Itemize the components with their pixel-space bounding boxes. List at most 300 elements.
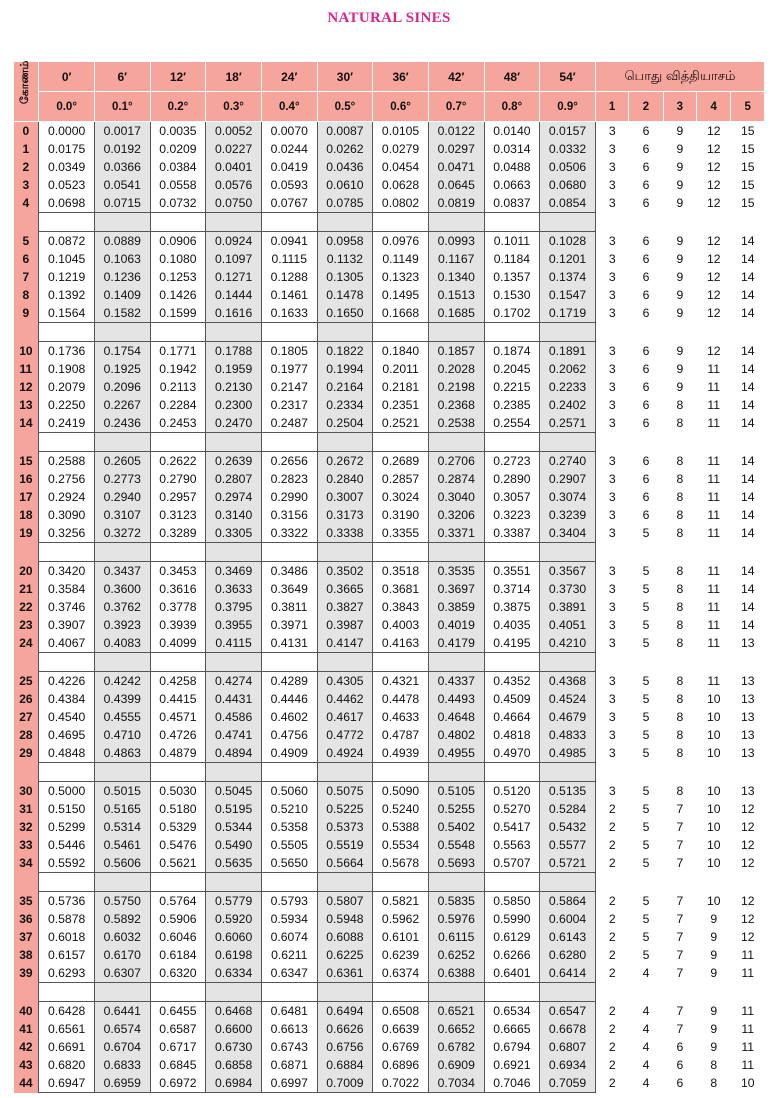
difference-cell: 8 — [710, 1076, 718, 1091]
sine-value-cell: 0.0175 — [39, 140, 95, 158]
difference-cell: 6 — [642, 362, 650, 376]
sine-value-cell: 0.6388 — [428, 964, 484, 983]
sine-value-cell: 0.6997 — [261, 1074, 317, 1093]
spacer-cell — [595, 983, 628, 1002]
spacer-cell — [14, 433, 39, 452]
sine-value-cell: 0.0209 — [150, 140, 206, 158]
difference-cell: 3 — [608, 472, 616, 486]
sine-value-cell: 0.4833 — [540, 726, 596, 744]
sine-value-cell: 0.4051 — [540, 616, 596, 634]
sine-value-cell: 0.5821 — [373, 892, 429, 911]
sine-value-cell: 0.0872 — [39, 232, 95, 251]
spacer-cell — [663, 763, 696, 782]
spacer-cell — [317, 213, 373, 232]
difference-cell: 9 — [710, 912, 718, 926]
spacer-cell — [373, 323, 429, 342]
difference-cell: 4 — [642, 1040, 650, 1054]
sine-value-cell: 0.1650 — [317, 304, 373, 323]
difference-cell: 9 — [676, 124, 684, 138]
difference-cell: 12 — [740, 802, 755, 816]
difference-cell: 12 — [706, 160, 721, 174]
spacer-cell — [595, 323, 628, 342]
difference-cell: 4 — [642, 1058, 650, 1072]
decimal-header: 0.4° — [261, 92, 317, 122]
table-row — [14, 452, 765, 471]
sine-value-cell: 0.3714 — [484, 580, 540, 598]
sine-value-cell: 0.4003 — [373, 616, 429, 634]
sine-value-cell: 0.4710 — [94, 726, 150, 744]
spacer-cell — [484, 763, 540, 782]
sine-value-cell: 0.1513 — [428, 286, 484, 304]
difference-cell: 5 — [642, 838, 650, 852]
common-difference-header: பொது வித்தியாசம் — [595, 62, 764, 92]
diff-column-header: 4 — [697, 92, 731, 122]
sine-value-cell: 0.3420 — [39, 562, 95, 581]
sine-value-cell: 0.3535 — [428, 562, 484, 581]
spacer-cell — [484, 323, 540, 342]
difference-cell: 7 — [676, 820, 684, 834]
difference-cell: 14 — [740, 233, 755, 248]
sine-value-cell: 0.6481 — [261, 1002, 317, 1021]
sine-value-cell: 0.6455 — [150, 1002, 206, 1021]
sine-value-cell: 0.6266 — [484, 946, 540, 964]
sine-value-cell: 0.1616 — [206, 304, 262, 323]
sine-value-cell: 0.6613 — [261, 1020, 317, 1038]
degree-cell: 10 — [14, 342, 39, 361]
sine-value-cell: 0.2233 — [540, 378, 596, 396]
sine-value-cell: 0.2504 — [317, 414, 373, 433]
sine-value-cell: 0.0645 — [428, 176, 484, 194]
sine-value-cell: 0.4909 — [261, 744, 317, 763]
degree-cell: 43 — [14, 1056, 39, 1074]
spacer-cell — [150, 323, 206, 342]
difference-cell: 11 — [707, 490, 721, 504]
sine-value-cell: 0.1219 — [39, 268, 95, 286]
difference-cell: 9 — [676, 142, 684, 156]
table-row — [14, 268, 765, 286]
degree-cell: 2 — [14, 158, 39, 176]
spacer-cell — [663, 433, 696, 452]
spacer-cell — [595, 873, 628, 892]
sine-value-cell: 0.1564 — [39, 304, 95, 323]
difference-cell: 9 — [676, 270, 684, 284]
sine-value-cell: 0.6743 — [261, 1038, 317, 1056]
sine-value-cell: 0.7022 — [373, 1074, 429, 1093]
sine-value-cell: 0.5075 — [317, 782, 373, 801]
spacer-cell — [261, 433, 317, 452]
difference-cell: 13 — [740, 710, 755, 724]
sine-value-cell: 0.4289 — [261, 672, 317, 691]
sine-value-cell: 0.6665 — [484, 1020, 540, 1038]
sine-value-cell: 0.3305 — [206, 524, 262, 543]
spacer-cell — [39, 763, 95, 782]
table-row — [14, 708, 765, 726]
difference-cell: 15 — [740, 178, 755, 192]
spacer-cell — [317, 543, 373, 562]
table-row — [14, 506, 765, 524]
difference-cell: 5 — [642, 783, 650, 798]
sine-value-cell: 0.6884 — [317, 1056, 373, 1074]
spacer-cell — [317, 653, 373, 672]
sine-value-cell: 0.5120 — [484, 782, 540, 801]
difference-cell: 2 — [608, 930, 616, 944]
degree-cell: 13 — [14, 396, 39, 414]
difference-cell: 6 — [642, 416, 650, 431]
difference-cell: 14 — [740, 306, 755, 321]
sine-value-cell: 0.3939 — [150, 616, 206, 634]
table-row — [14, 910, 765, 928]
sine-value-cell: 0.6508 — [373, 1002, 429, 1021]
degree-cell: 44 — [14, 1074, 39, 1093]
difference-cell: 6 — [642, 160, 650, 174]
spacer-cell — [39, 873, 95, 892]
sine-value-cell: 0.5180 — [150, 800, 206, 818]
difference-cell: 14 — [740, 270, 755, 284]
difference-cell: 10 — [706, 856, 721, 871]
sine-value-cell: 0.4274 — [206, 672, 262, 691]
sine-value-cell: 0.2385 — [484, 396, 540, 414]
sine-value-cell: 0.7034 — [428, 1074, 484, 1093]
sine-value-cell: 0.2011 — [373, 360, 429, 378]
sine-value-cell: 0.4571 — [150, 708, 206, 726]
difference-cell: 3 — [608, 490, 616, 504]
difference-cell: 3 — [608, 453, 616, 468]
difference-cell: 7 — [676, 948, 684, 962]
sine-value-cell: 0.2689 — [373, 452, 429, 471]
sine-value-cell: 0.5090 — [373, 782, 429, 801]
degree-cell: 16 — [14, 470, 39, 488]
sine-value-cell: 0.2957 — [150, 488, 206, 506]
difference-cell: 6 — [676, 1058, 684, 1072]
spacer-cell — [595, 763, 628, 782]
spacer-cell — [150, 873, 206, 892]
spacer-cell — [731, 653, 765, 672]
spacer-cell — [428, 873, 484, 892]
sine-value-cell: 0.0906 — [150, 232, 206, 251]
sine-value-cell: 0.4321 — [373, 672, 429, 691]
sine-value-cell: 0.5764 — [150, 892, 206, 911]
sine-value-cell: 0.3371 — [428, 524, 484, 543]
sine-value-cell: 0.0052 — [206, 122, 262, 141]
degree-cell: 32 — [14, 818, 39, 836]
sine-value-cell: 0.5606 — [94, 854, 150, 873]
difference-cell: 6 — [642, 196, 650, 211]
sine-value-cell: 0.6909 — [428, 1056, 484, 1074]
table-row — [14, 672, 765, 691]
sine-value-cell: 0.4226 — [39, 672, 95, 691]
sine-value-cell: 0.0349 — [39, 158, 95, 176]
difference-cell: 12 — [706, 306, 721, 321]
sine-value-cell: 0.6320 — [150, 964, 206, 983]
sine-value-cell: 0.6334 — [206, 964, 262, 983]
sine-value-cell: 0.4664 — [484, 708, 540, 726]
sine-value-cell: 0.1547 — [540, 286, 596, 304]
sine-value-cell: 0.6626 — [317, 1020, 373, 1038]
spacer-cell — [373, 213, 429, 232]
difference-cell: 10 — [706, 783, 721, 798]
sine-value-cell: 0.2487 — [261, 414, 317, 433]
sine-value-cell: 0.2113 — [150, 378, 206, 396]
spacer-cell — [94, 763, 150, 782]
sine-value-cell: 0.4695 — [39, 726, 95, 744]
sine-value-cell: 0.5358 — [261, 818, 317, 836]
sine-value-cell: 0.3453 — [150, 562, 206, 581]
difference-cell: 3 — [608, 636, 616, 651]
difference-cell: 9 — [710, 1040, 718, 1054]
difference-cell: 3 — [608, 380, 616, 394]
degree-cell: 28 — [14, 726, 39, 744]
spacer-cell — [731, 433, 765, 452]
spacer-cell — [663, 983, 696, 1002]
sine-value-cell: 0.2436 — [94, 414, 150, 433]
sine-value-cell: 0.1253 — [150, 268, 206, 286]
table-row — [14, 488, 765, 506]
spacer-cell — [150, 213, 206, 232]
spacer-cell — [373, 543, 429, 562]
sine-value-cell: 0.2639 — [206, 452, 262, 471]
sine-value-cell: 0.4462 — [317, 690, 373, 708]
difference-cell: 7 — [676, 893, 684, 908]
sine-value-cell: 0.0750 — [206, 194, 262, 213]
sine-value-cell: 0.5948 — [317, 910, 373, 928]
sine-value-cell: 0.5015 — [94, 782, 150, 801]
table-header — [14, 62, 765, 122]
sine-value-cell: 0.0680 — [540, 176, 596, 194]
sine-value-cell: 0.2756 — [39, 470, 95, 488]
difference-cell: 6 — [642, 380, 650, 394]
sine-value-cell: 0.3859 — [428, 598, 484, 616]
sine-value-cell: 0.6769 — [373, 1038, 429, 1056]
sine-value-cell: 0.5417 — [484, 818, 540, 836]
sine-value-cell: 0.1149 — [373, 250, 429, 268]
decimal-header: 0.0° — [39, 92, 95, 122]
sine-value-cell: 0.5210 — [261, 800, 317, 818]
sine-value-cell: 0.1236 — [94, 268, 150, 286]
sine-value-cell: 0.6807 — [540, 1038, 596, 1056]
sine-value-cell: 0.0941 — [261, 232, 317, 251]
sine-value-cell: 0.3024 — [373, 488, 429, 506]
difference-cell: 8 — [676, 618, 684, 632]
sine-value-cell: 0.6858 — [206, 1056, 262, 1074]
sine-value-cell: 0.5563 — [484, 836, 540, 854]
difference-cell: 11 — [741, 948, 755, 962]
sine-value-cell: 0.5807 — [317, 892, 373, 911]
sine-value-cell: 0.2300 — [206, 396, 262, 414]
sine-value-cell: 0.0244 — [261, 140, 317, 158]
spacer-cell — [150, 763, 206, 782]
sine-value-cell: 0.2453 — [150, 414, 206, 433]
sine-value-cell: 0.0332 — [540, 140, 596, 158]
sine-value-cell: 0.1685 — [428, 304, 484, 323]
difference-cell: 8 — [676, 508, 684, 522]
spacer-cell — [697, 433, 731, 452]
spacer-cell — [14, 763, 39, 782]
sine-value-cell: 0.4772 — [317, 726, 373, 744]
difference-cell: 3 — [608, 233, 616, 248]
table-row — [14, 818, 765, 836]
sine-value-cell: 0.4210 — [540, 634, 596, 653]
sine-value-cell: 0.1028 — [540, 232, 596, 251]
sine-value-cell: 0.6280 — [540, 946, 596, 964]
sine-value-cell: 0.3469 — [206, 562, 262, 581]
spacer-cell — [317, 983, 373, 1002]
sine-value-cell: 0.4602 — [261, 708, 317, 726]
sine-value-cell: 0.5373 — [317, 818, 373, 836]
difference-cell: 11 — [707, 362, 721, 376]
difference-cell: 5 — [642, 600, 650, 614]
difference-cell: 9 — [676, 343, 684, 358]
sine-value-cell: 0.5165 — [94, 800, 150, 818]
degree-cell: 36 — [14, 910, 39, 928]
spacer-cell — [94, 873, 150, 892]
difference-cell: 2 — [608, 1058, 616, 1072]
sine-value-cell: 0.4384 — [39, 690, 95, 708]
spacer-cell — [261, 213, 317, 232]
sine-value-cell: 0.2706 — [428, 452, 484, 471]
sine-value-cell: 0.6652 — [428, 1020, 484, 1038]
sine-value-cell: 0.3107 — [94, 506, 150, 524]
sine-value-cell: 0.5388 — [373, 818, 429, 836]
table-row — [14, 562, 765, 581]
sine-value-cell: 0.0593 — [261, 176, 317, 194]
difference-cell: 11 — [707, 563, 721, 578]
sine-value-cell: 0.7009 — [317, 1074, 373, 1093]
sine-value-cell: 0.1959 — [206, 360, 262, 378]
sine-value-cell: 0.0889 — [94, 232, 150, 251]
sine-value-cell: 0.6794 — [484, 1038, 540, 1056]
sine-value-cell: 0.4415 — [150, 690, 206, 708]
spacer-cell — [595, 653, 628, 672]
sine-value-cell: 0.3272 — [94, 524, 150, 543]
sine-value-cell: 0.6717 — [150, 1038, 206, 1056]
sine-value-cell: 0.4067 — [39, 634, 95, 653]
spacer-cell — [206, 763, 262, 782]
spacer-cell — [731, 873, 765, 892]
sine-value-cell: 0.3600 — [94, 580, 150, 598]
difference-cell: 2 — [608, 1040, 616, 1054]
spacer-cell — [629, 323, 663, 342]
sine-value-cell: 0.5299 — [39, 818, 95, 836]
table-row — [14, 580, 765, 598]
sine-value-cell: 0.4586 — [206, 708, 262, 726]
spacer-cell — [484, 213, 540, 232]
spacer-cell — [206, 543, 262, 562]
sine-value-cell: 0.4478 — [373, 690, 429, 708]
difference-cell: 6 — [642, 288, 650, 302]
minute-header: 48′ — [484, 62, 540, 92]
sine-value-cell: 0.4337 — [428, 672, 484, 691]
difference-cell: 3 — [608, 692, 616, 706]
difference-cell: 15 — [740, 196, 755, 211]
sine-value-cell: 0.5850 — [484, 892, 540, 911]
spacer-cell — [261, 323, 317, 342]
spacer-cell — [14, 213, 39, 232]
difference-cell: 6 — [642, 472, 650, 486]
sine-value-cell: 0.5432 — [540, 818, 596, 836]
sine-value-cell: 0.3584 — [39, 580, 95, 598]
sine-value-cell: 0.1323 — [373, 268, 429, 286]
degree-cell: 11 — [14, 360, 39, 378]
difference-cell: 6 — [676, 1040, 684, 1054]
sine-value-cell: 0.3239 — [540, 506, 596, 524]
sine-value-cell: 0.0993 — [428, 232, 484, 251]
difference-cell: 6 — [642, 343, 650, 358]
sine-value-cell: 0.6441 — [94, 1002, 150, 1021]
difference-cell: 11 — [707, 618, 721, 632]
sine-value-cell: 0.6947 — [39, 1074, 95, 1093]
difference-cell: 13 — [740, 746, 755, 761]
sine-value-cell: 0.5490 — [206, 836, 262, 854]
table-row — [14, 396, 765, 414]
spacer-cell — [629, 543, 663, 562]
sine-value-cell: 0.2147 — [261, 378, 317, 396]
sine-value-cell: 0.6574 — [94, 1020, 150, 1038]
sine-value-cell: 0.3730 — [540, 580, 596, 598]
spacer-cell — [629, 983, 663, 1002]
sine-value-cell: 0.2790 — [150, 470, 206, 488]
sine-value-cell: 0.0663 — [484, 176, 540, 194]
spacer-cell — [540, 873, 596, 892]
difference-cell: 9 — [710, 930, 718, 944]
spacer-cell — [94, 983, 150, 1002]
sine-value-cell: 0.3518 — [373, 562, 429, 581]
sine-value-cell: 0.5240 — [373, 800, 429, 818]
sine-value-cell: 0.6820 — [39, 1056, 95, 1074]
sine-value-cell: 0.0366 — [94, 158, 150, 176]
spacer-cell — [261, 543, 317, 562]
sine-value-cell: 0.6521 — [428, 1002, 484, 1021]
sine-value-cell: 0.4305 — [317, 672, 373, 691]
degree-cell: 27 — [14, 708, 39, 726]
decimal-header: 0.6° — [373, 92, 429, 122]
sine-value-cell: 0.0122 — [428, 122, 484, 141]
difference-cell: 7 — [676, 838, 684, 852]
difference-cell: 2 — [608, 820, 616, 834]
difference-cell: 14 — [740, 288, 755, 302]
sine-value-cell: 0.1874 — [484, 342, 540, 361]
difference-cell: 9 — [676, 160, 684, 174]
table-row — [14, 616, 765, 634]
difference-cell: 11 — [741, 1058, 755, 1072]
sine-value-cell: 0.1754 — [94, 342, 150, 361]
sine-value-cell: 0.0488 — [484, 158, 540, 176]
difference-cell: 9 — [710, 1022, 718, 1036]
difference-cell: 12 — [706, 233, 721, 248]
sine-value-cell: 0.2840 — [317, 470, 373, 488]
spacer-cell — [206, 873, 262, 892]
table-row — [14, 286, 765, 304]
difference-cell: 3 — [608, 196, 616, 211]
spacer-cell — [428, 983, 484, 1002]
sine-value-cell: 0.6170 — [94, 946, 150, 964]
difference-cell: 12 — [706, 178, 721, 192]
minute-header: 42′ — [428, 62, 484, 92]
table-body — [14, 122, 765, 1093]
spacer-cell — [484, 983, 540, 1002]
sine-value-cell: 0.3156 — [261, 506, 317, 524]
sine-value-cell: 0.6730 — [206, 1038, 262, 1056]
sine-value-cell: 0.1374 — [540, 268, 596, 286]
sine-value-cell: 0.2317 — [261, 396, 317, 414]
difference-cell: 12 — [706, 252, 721, 266]
sine-value-cell: 0.3173 — [317, 506, 373, 524]
degree-cell: 40 — [14, 1002, 39, 1021]
sine-value-cell: 0.2215 — [484, 378, 540, 396]
sine-value-cell: 0.5779 — [206, 892, 262, 911]
difference-cell: 8 — [676, 526, 684, 541]
difference-cell: 10 — [706, 820, 721, 834]
angle-label: கோணம் — [19, 60, 32, 104]
